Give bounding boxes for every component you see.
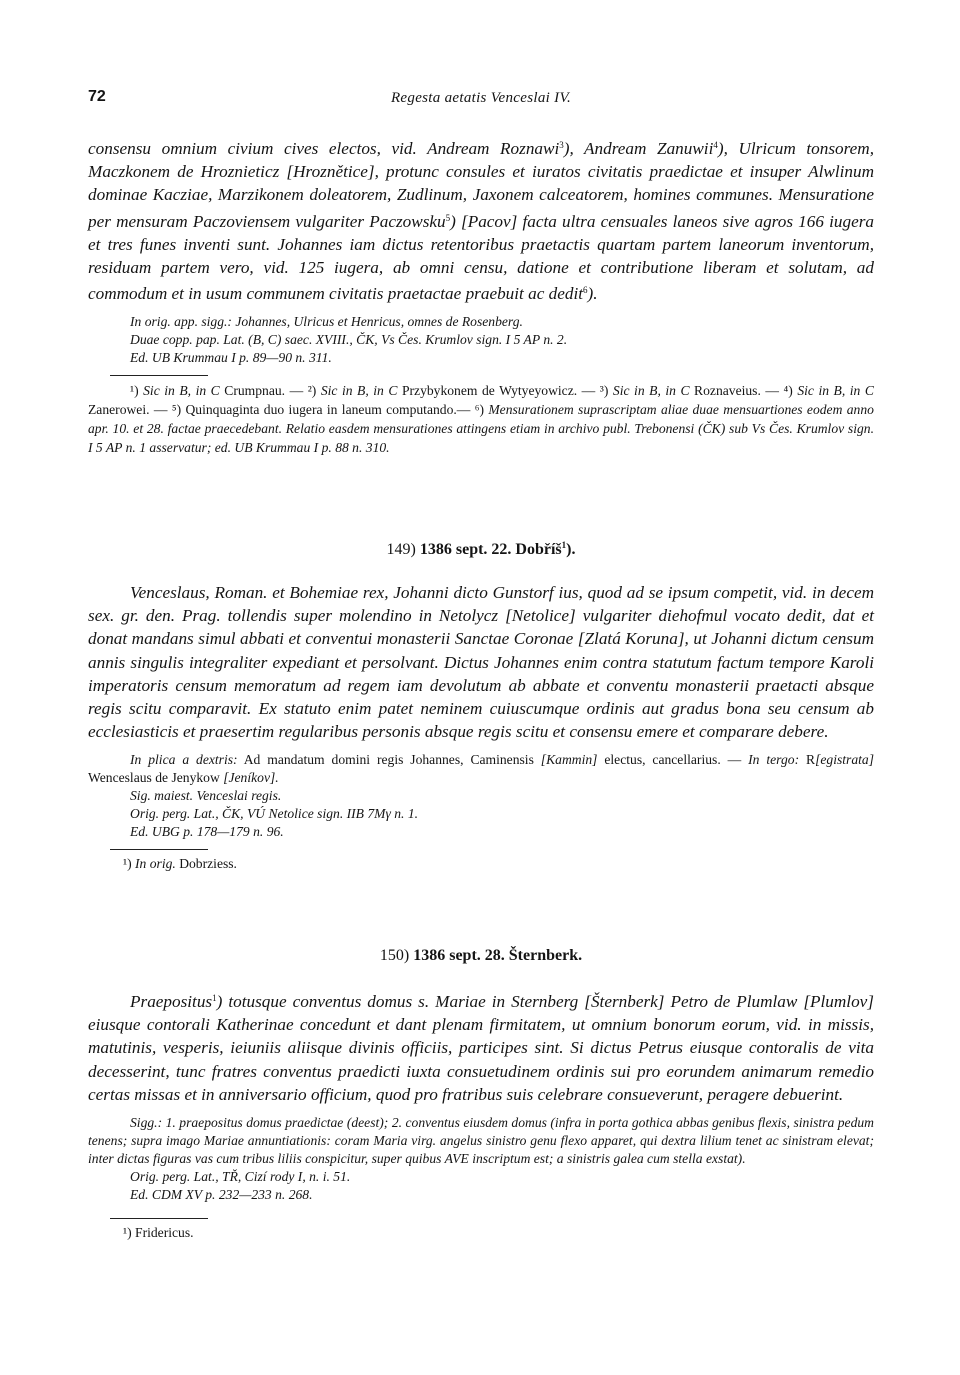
footnote-rule <box>110 375 208 376</box>
entry-149 <box>88 540 874 873</box>
footnote-marker: 5 <box>445 212 451 223</box>
entry-148-footnotes: ¹) Sic in B, in C Crumpnau. — ²) Sic in B, in C Przybykonem de Wytyeyowicz. — ³) Sic in B, in C Roznaveius. — ⁴) Sic in B, in C Zanerowei. — ⁵) Quinquaginta duo iugera in laneum computando.— ⁶) Mensurationem suprascriptam aliae duae mensuartiones eodem anno apr. 10. et 28. factae praecedebant. Relatio easdem mensurationes attingens etiam in archivo publ. Trebonensi (ČK) sub Vs Čes. Krumlov sign. I 5 AP n. 1 asservatur; ed. UB Krummau I p. 88 n. 310. <box>88 383 874 456</box>
entry-148-continuation <box>88 134 874 457</box>
entry-149-notes <box>88 787 874 841</box>
footnote-rule <box>110 849 208 850</box>
page-number: 72 <box>88 88 106 105</box>
note-line: In orig. app. sigg.: Johannes, Ulricus et Henricus, omnes de Rosenberg. <box>130 314 523 330</box>
entry-149-plica: In plica a dextris: Ad mandatum domini regis Johannes, Caminensis [Kammin] electus, cancellarius. — In tergo: R[egistrata] Wenceslaus de Jenykow [Jeníkov]. <box>88 752 874 786</box>
entry-150-sigg: Sigg.: 1. praepositus domus praedictae (deest); 2. conventus eiusdem domus (infra in porta gothica abbas genibus flexis, sinistra pedum tenens; supra imago Mariae annuntiationis: coram Maria virg. angelus sinistro genu flexo apparet, qui dextra lilium tenet ac sinistram elevat; inter dictas figuras vas cum tribus liliis conspicitur, super quibus AVE inscriptum est; a sinistris galea cum stella exstat). <box>88 1115 874 1167</box>
footnote-marker: 4 <box>713 140 718 150</box>
footnote-marker: 1 <box>561 540 567 550</box>
footnote-marker: 1 <box>212 993 217 1003</box>
footnote-marker: 3 <box>559 140 564 150</box>
footnote-marker: 6 <box>583 285 588 296</box>
note-line: Sig. maiest. Venceslai regis. <box>130 788 282 804</box>
entry-149-heading: 149) 1386 sept. 22. Dobříš$^1$). <box>386 540 576 558</box>
entry-149-footnote: ¹) In orig. Dobrziess. <box>123 856 237 872</box>
running-title: Regesta aetatis Venceslai IV. <box>390 90 572 106</box>
entry-150-heading: 150) 1386 sept. 28. Šternberk. <box>379 947 583 964</box>
note-line: Orig. perg. Lat., ČK, VÚ Netolice sign. IIB 7Mγ n. 1. <box>130 806 419 822</box>
note-line: Orig. perg. Lat., TŘ, Cizí rody I, n. i. 51. <box>130 1169 351 1185</box>
page-header <box>88 88 874 112</box>
entry-150 <box>88 947 874 1242</box>
entry-148-body: consensu omnium civium cives electos, vid. Andream Roznawi$^3$), Andream Zanuwii$^4$), Ulricum tonsorem, Maczkonem de Hroznieticz [Hroznětice], protunc consules et iuratos civitatis praedictae et insuper Alwlinum dominae Kacziae, Marzikonem doleatorem, Zudlinum, Jaxonem calceatorem, homines communes. Mensuratione per mensuram Paczoviensem vulgariter Paczowsku$^5$) [Pacov] facta ultra censuales laneos sive agros 166 iugera et tres funes inventi sunt. Johannes iam dictus retentoribus praetactis quartam partem laneorum inventorum, residuam partem vero, vid. 125 iugera, ab omni censu, datione et contributione liberam et solutam, ad commodum et in usum communem civitatis praetactae praebuit ac dedit$^6$). <box>88 139 874 304</box>
entry-150-footnote: ¹) Fridericus. <box>123 1225 194 1241</box>
note-line: Ed. UB Krummau I p. 89—90 n. 311. <box>130 350 332 366</box>
note-line: Ed. UBG p. 178—179 n. 96. <box>130 824 284 840</box>
entry-149-body: Venceslaus, Roman. et Bohemiae rex, Johanni dicto Gunstorf ius, quod ad se ipsum competit, vid. in decem sex. gr. den. Prag. tollendis super molendino in Netolycz [Netolice] vulgariter diehofmul vocato dedit, dat et donat mandans simul abbati et conventui monasterii Sanctae Coronae [Zlatá Koruna], ut Johanni dictum censum annis singulis integraliter expediant et persolvant. Dictus Johannes enim contra statutum factum tempore Karoli imperatoris censum memoratum ad regem iam devolutum ab abbate et conventu monasterii praetacti absque regis scitu comparavit. Ex statuto enim patet neminem cuiuscumque ordinis aut gradus bona seu censum ab ecclesiasticis et praesertim regularibus personis absque regis scitu et consensu emere et comparare debere. <box>88 583 874 742</box>
entry-148-notes <box>88 313 874 367</box>
note-line: Ed. CDM XV p. 232—233 n. 268. <box>130 1187 313 1203</box>
entry-150-notes <box>88 1168 874 1204</box>
note-line: Duae copp. pap. Lat. (B, C) saec. XVIII., ČK, Vs Čes. Krumlov sign. I 5 AP n. 2. <box>130 332 568 348</box>
footnote-rule <box>110 1218 208 1219</box>
entry-150-body: Praepositus$^1$) totusque conventus domus s. Mariae in Sternberg [Šternberk] Petro de Plumlaw [Plumlov] eiusque contorali Katherinae concedunt et dant plenam firmitatem, ut omnium bonorum eorum, vid. in missis, matutinis, vesperis, ieiuniis aliisque divinis officiis, participes sint. Si dictus Petrus eiusque contoralis de vita decesserint, tunc fratres conventus praedicti iuxta consuetudinem ordinis sui pro eorundem animarum remedio certas missas et in anniversario officium, quod pro fratribus suis celebrare consueverunt, peragere debuerint. <box>88 992 874 1104</box>
